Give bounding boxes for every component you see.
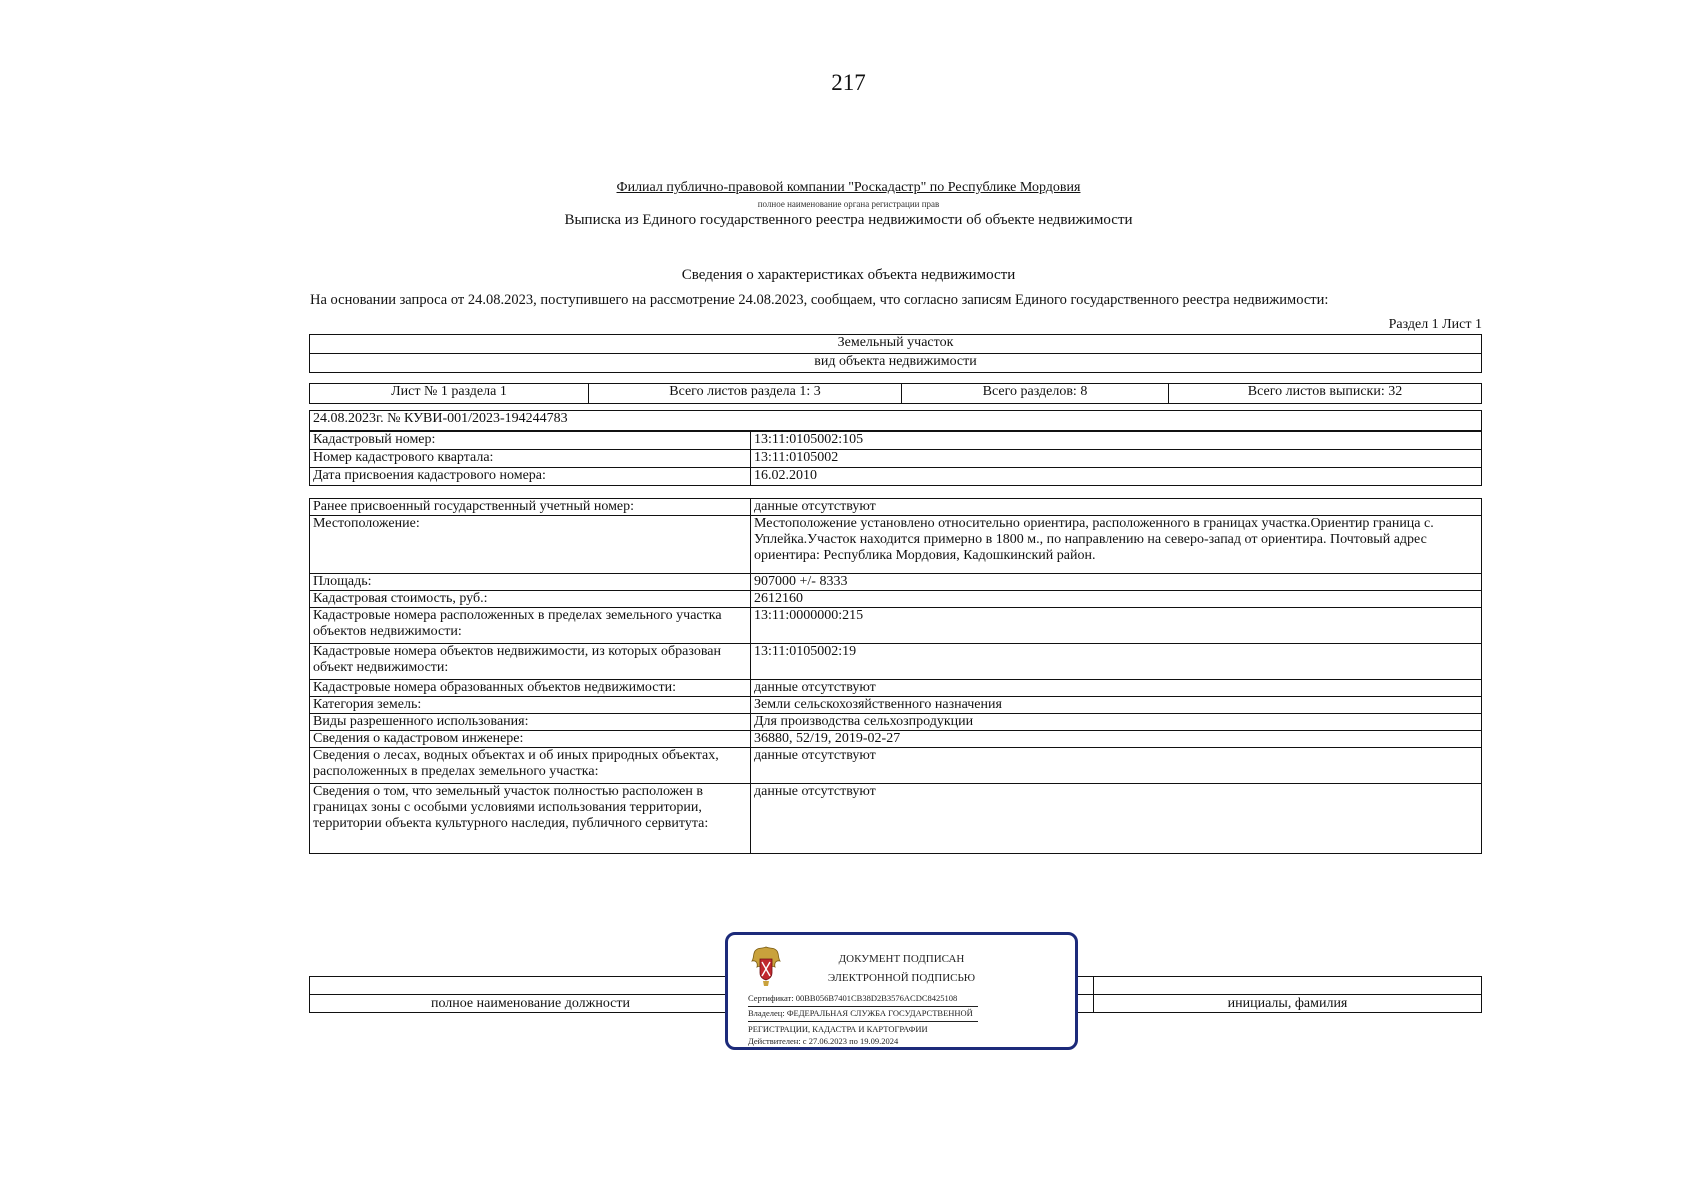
table-row <box>310 574 1482 591</box>
field-value: Местоположение установлено относительно ориентира, расположенного в границах участка.Ориентир граница с. Уплейка.Участок находится примерно в 1800 м., по направлению на северо-запад от ориентира. Почтовый адрес ориентира: Республика Мордовия, Кадошкинский район. <box>751 516 1482 574</box>
request-number-table <box>309 410 1482 431</box>
stamp-owner-continued: РЕГИСТРАЦИИ, КАДАСТРА И КАРТОГРАФИИ <box>748 1024 928 1034</box>
field-label: Кадастровый номер: <box>310 432 751 450</box>
field-label: Кадастровые номера расположенных в пределах земельного участка объектов недвижимости: <box>310 608 751 644</box>
field-label: Дата присвоения кадастрового номера: <box>310 468 751 486</box>
electronic-signature-stamp <box>725 932 1078 1050</box>
sheets-info-table <box>309 383 1482 404</box>
field-value: 36880, 52/19, 2019-02-27 <box>751 731 1482 748</box>
section-sheets-total: Всего листов раздела 1: 3 <box>589 384 902 404</box>
field-label: Виды разрешенного использования: <box>310 714 751 731</box>
position-caption: полное наименование должности <box>310 995 752 1013</box>
property-characteristics-table <box>309 498 1482 854</box>
stamp-subtitle: ЭЛЕКТРОННОЙ ПОДПИСЬЮ <box>827 972 976 984</box>
table-row <box>310 748 1482 784</box>
object-type-table <box>309 334 1482 373</box>
field-label: Кадастровые номера образованных объектов недвижимости: <box>310 680 751 697</box>
page-number: 217 <box>831 70 866 95</box>
table-row <box>310 468 1482 486</box>
table-row <box>310 432 1482 450</box>
field-value: данные отсутствуют <box>751 680 1482 697</box>
field-value: данные отсутствуют <box>751 748 1482 784</box>
object-type: Земельный участок <box>310 335 1482 354</box>
field-label: Номер кадастрового квартала: <box>310 450 751 468</box>
table-row <box>310 714 1482 731</box>
name-caption: инициалы, фамилия <box>1094 995 1482 1013</box>
field-value: Для производства сельхозпродукции <box>751 714 1482 731</box>
field-value: Земли сельскохозяйственного назначения <box>751 697 1482 714</box>
field-value: 13:11:0105002 <box>751 450 1482 468</box>
field-label: Кадастровая стоимость, руб.: <box>310 591 751 608</box>
table-row <box>310 784 1482 854</box>
name-field <box>1094 977 1482 995</box>
field-value: 13:11:0105002:105 <box>751 432 1482 450</box>
field-label: Сведения о лесах, водных объектах и об иных природных объектах, расположенных в пределах земельного участка: <box>310 748 751 784</box>
stamp-validity: Действителен: с 27.06.2023 по 19.09.2024 <box>748 1036 899 1046</box>
field-value: 907000 +/- 8333 <box>751 574 1482 591</box>
sheet-number: Лист № 1 раздела 1 <box>310 384 589 404</box>
request-text: На основании запроса от 24.08.2023, поступившего на рассмотрение 24.08.2023, сообщаем, что согласно записям Единого государственного реестра недвижимости: <box>310 292 1329 308</box>
table-row <box>310 731 1482 748</box>
field-label: Ранее присвоенный государственный учетный номер: <box>310 499 751 516</box>
document-title: Выписка из Единого государственного реестра недвижимости об объекте недвижимости <box>564 212 1133 228</box>
table-row <box>310 499 1482 516</box>
field-value: данные отсутствуют <box>751 499 1482 516</box>
sheet-reference: Раздел 1 Лист 1 <box>1388 317 1482 332</box>
stamp-owner: Владелец: ФЕДЕРАЛЬНАЯ СЛУЖБА ГОСУДАРСТВЕННОЙ <box>748 1008 973 1018</box>
field-label: Сведения о том, что земельный участок полностью расположен в границах зоны с особыми условиями использования территории, территории объекта культурного наследия, публичного сервитута: <box>310 784 751 854</box>
field-label: Категория земель: <box>310 697 751 714</box>
stamp-rule <box>748 1021 978 1022</box>
organization-caption: полное наименование органа регистрации прав <box>757 199 940 209</box>
field-value: 13:11:0000000:215 <box>751 608 1482 644</box>
table-row <box>310 608 1482 644</box>
cadastral-info-table <box>309 431 1482 486</box>
field-label: Местоположение: <box>310 516 751 574</box>
organization-name: Филиал публично-правовой компании "Роскадастр" по Республике Мордовия <box>616 180 1081 195</box>
field-value: 16.02.2010 <box>751 468 1482 486</box>
field-value: данные отсутствуют <box>751 784 1482 854</box>
object-type-caption: вид объекта недвижимости <box>310 354 1482 373</box>
table-row <box>310 450 1482 468</box>
table-row <box>310 516 1482 574</box>
table-row <box>310 591 1482 608</box>
stamp-certificate: Сертификат: 00BB056B7401CB38D2B3576ACDC8425108 <box>748 993 958 1003</box>
request-number: 24.08.2023г. № КУВИ-001/2023-194244783 <box>310 411 1482 431</box>
stamp-rule <box>748 1006 978 1007</box>
stamp-title: ДОКУМЕНТ ПОДПИСАН <box>838 953 965 965</box>
position-field <box>310 977 752 995</box>
section-title: Сведения о характеристиках объекта недвижимости <box>681 267 1016 283</box>
extract-sheets-total: Всего листов выписки: 32 <box>1169 384 1482 404</box>
field-label: Сведения о кадастровом инженере: <box>310 731 751 748</box>
table-row <box>310 680 1482 697</box>
field-value: 13:11:0105002:19 <box>751 644 1482 680</box>
table-row <box>310 644 1482 680</box>
field-label: Кадастровые номера объектов недвижимости, из которых образован объект недвижимости: <box>310 644 751 680</box>
field-label: Площадь: <box>310 574 751 591</box>
table-row <box>310 697 1482 714</box>
field-value: 2612160 <box>751 591 1482 608</box>
sections-total: Всего разделов: 8 <box>902 384 1169 404</box>
